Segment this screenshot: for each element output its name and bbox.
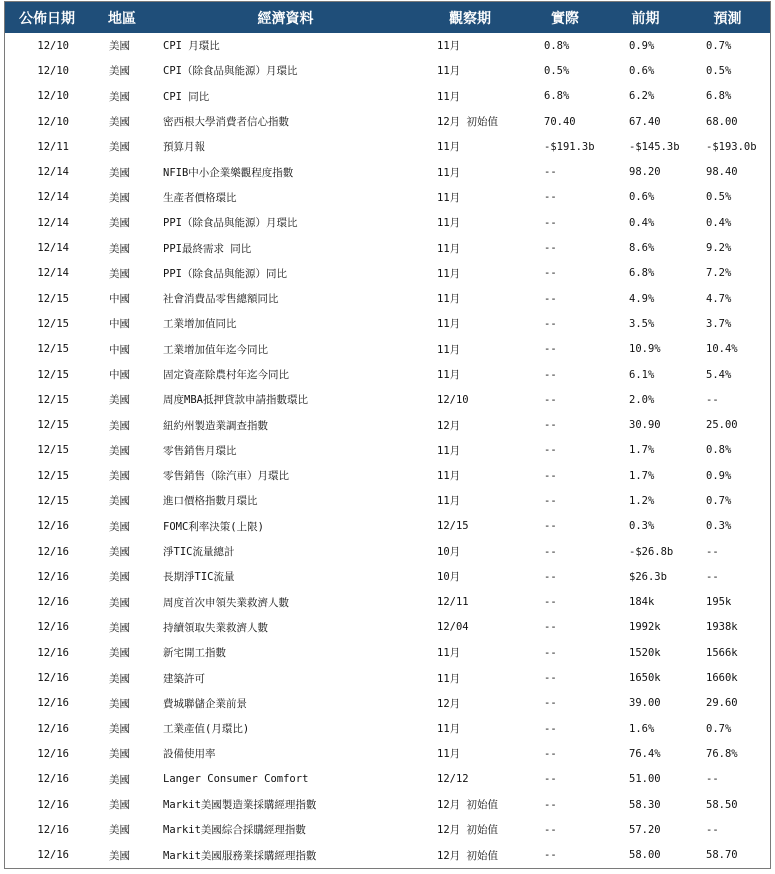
cell-observation-period: 12月 初始值 bbox=[437, 116, 498, 129]
table-row bbox=[5, 539, 770, 564]
cell-actual: -- bbox=[544, 469, 557, 482]
cell-forecast: 0.4% bbox=[706, 216, 732, 229]
cell-previous: 4.9% bbox=[629, 292, 655, 305]
cell-release-date: 12/14 bbox=[37, 267, 69, 280]
cell-actual: -- bbox=[544, 773, 557, 786]
header-actual: 實際 bbox=[551, 10, 579, 27]
cell-region: 美國 bbox=[109, 394, 130, 407]
cell-release-date: 12/16 bbox=[37, 570, 69, 583]
cell-previous: 1.2% bbox=[629, 494, 655, 507]
cell-actual: -- bbox=[544, 849, 557, 862]
cell-previous: 8.6% bbox=[629, 242, 655, 255]
cell-forecast: 0.5% bbox=[706, 191, 732, 204]
cell-observation-period: 11月 bbox=[437, 672, 461, 685]
cell-actual: -- bbox=[544, 672, 557, 685]
cell-release-date: 12/16 bbox=[37, 646, 69, 659]
cell-region: 美國 bbox=[109, 444, 130, 457]
cell-forecast: -- bbox=[706, 823, 719, 836]
cell-observation-period: 11月 bbox=[437, 65, 461, 78]
cell-forecast: 7.2% bbox=[706, 267, 732, 280]
cell-region: 美國 bbox=[109, 495, 130, 508]
cell-forecast: 4.7% bbox=[706, 292, 732, 305]
table-row bbox=[5, 159, 770, 184]
cell-economic-data: 長期淨TIC流量 bbox=[163, 571, 235, 584]
cell-observation-period: 10月 bbox=[437, 571, 461, 584]
cell-region: 美國 bbox=[109, 191, 130, 204]
table-row bbox=[5, 109, 770, 134]
cell-economic-data: CPI 月環比 bbox=[163, 40, 220, 53]
cell-forecast: 1660k bbox=[706, 672, 738, 685]
cell-actual: -- bbox=[544, 166, 557, 179]
cell-actual: -- bbox=[544, 317, 557, 330]
cell-region: 美國 bbox=[109, 571, 130, 584]
cell-region: 美國 bbox=[109, 799, 130, 812]
cell-region: 美國 bbox=[109, 546, 130, 559]
cell-previous: 0.6% bbox=[629, 191, 655, 204]
cell-actual: -- bbox=[544, 798, 557, 811]
cell-release-date: 12/10 bbox=[37, 90, 69, 103]
cell-release-date: 12/16 bbox=[37, 849, 69, 862]
cell-observation-period: 11月 bbox=[437, 318, 461, 331]
cell-release-date: 12/14 bbox=[37, 242, 69, 255]
cell-forecast: -- bbox=[706, 393, 719, 406]
cell-observation-period: 11月 bbox=[437, 470, 461, 483]
cell-forecast: 25.00 bbox=[706, 419, 738, 432]
cell-release-date: 12/16 bbox=[37, 520, 69, 533]
cell-observation-period: 11月 bbox=[437, 293, 461, 306]
cell-economic-data: CPI 同比 bbox=[163, 90, 210, 103]
cell-release-date: 12/15 bbox=[37, 393, 69, 406]
cell-release-date: 12/16 bbox=[37, 722, 69, 735]
cell-region: 美國 bbox=[109, 470, 130, 483]
cell-observation-period: 11月 bbox=[437, 90, 461, 103]
cell-actual: -- bbox=[544, 343, 557, 356]
cell-forecast: 76.8% bbox=[706, 747, 738, 760]
table-row bbox=[5, 590, 770, 615]
cell-release-date: 12/15 bbox=[37, 292, 69, 305]
cell-observation-period: 11月 bbox=[437, 723, 461, 736]
cell-previous: 1.7% bbox=[629, 444, 655, 457]
cell-observation-period: 11月 bbox=[437, 267, 461, 280]
cell-release-date: 12/15 bbox=[37, 444, 69, 457]
cell-previous: $26.3b bbox=[629, 570, 667, 583]
cell-actual: -- bbox=[544, 292, 557, 305]
cell-previous: 76.4% bbox=[629, 747, 661, 760]
cell-region: 美國 bbox=[109, 40, 130, 53]
header-previous: 前期 bbox=[631, 10, 660, 27]
cell-forecast: 0.5% bbox=[706, 64, 732, 77]
cell-economic-data: 建築許可 bbox=[163, 672, 205, 685]
cell-observation-period: 12月 bbox=[437, 419, 461, 432]
cell-observation-period: 11月 bbox=[437, 444, 461, 457]
cell-release-date: 12/15 bbox=[37, 419, 69, 432]
cell-forecast: 1938k bbox=[706, 621, 738, 634]
cell-forecast: 0.8% bbox=[706, 444, 732, 457]
cell-previous: 0.6% bbox=[629, 64, 655, 77]
cell-actual: -$191.3b bbox=[544, 140, 595, 153]
table-row bbox=[5, 716, 770, 741]
cell-previous: 39.00 bbox=[629, 697, 661, 710]
cell-previous: 1992k bbox=[629, 621, 661, 634]
cell-observation-period: 12月 初始值 bbox=[437, 799, 498, 812]
cell-observation-period: 11月 bbox=[437, 495, 461, 508]
cell-previous: 184k bbox=[629, 596, 655, 609]
cell-previous: 57.20 bbox=[629, 823, 661, 836]
cell-actual: -- bbox=[544, 747, 557, 760]
cell-forecast: 1566k bbox=[706, 646, 738, 659]
cell-previous: -$26.8b bbox=[629, 545, 674, 558]
header-row bbox=[5, 2, 770, 33]
cell-actual: -- bbox=[544, 697, 557, 710]
cell-economic-data: 設備使用率 bbox=[163, 748, 216, 761]
cell-actual: -- bbox=[544, 545, 557, 558]
cell-economic-data: 生產者價格環比 bbox=[163, 191, 237, 204]
cell-forecast: 0.7% bbox=[706, 722, 732, 735]
cell-economic-data: Markit美國製造業採購經理指數 bbox=[163, 799, 317, 812]
cell-forecast: 10.4% bbox=[706, 343, 738, 356]
cell-region: 美國 bbox=[109, 166, 130, 179]
table-row bbox=[5, 615, 770, 640]
cell-release-date: 12/16 bbox=[37, 773, 69, 786]
cell-forecast: 6.8% bbox=[706, 90, 732, 103]
cell-region: 美國 bbox=[109, 748, 130, 761]
cell-previous: 6.2% bbox=[629, 90, 655, 103]
table-row bbox=[5, 792, 770, 817]
table-row bbox=[5, 134, 770, 159]
cell-economic-data: Langer Consumer Comfort bbox=[163, 773, 309, 786]
cell-actual: -- bbox=[544, 419, 557, 432]
cell-observation-period: 12月 bbox=[437, 697, 461, 710]
table-row bbox=[5, 438, 770, 463]
cell-release-date: 12/15 bbox=[37, 368, 69, 381]
cell-region: 美國 bbox=[109, 596, 130, 609]
table-row bbox=[5, 640, 770, 665]
header-economic-data: 經濟資料 bbox=[257, 10, 314, 27]
table-row bbox=[5, 387, 770, 412]
cell-observation-period: 11月 bbox=[437, 242, 461, 255]
cell-release-date: 12/16 bbox=[37, 621, 69, 634]
cell-release-date: 12/15 bbox=[37, 494, 69, 507]
cell-observation-period: 11月 bbox=[437, 191, 461, 204]
cell-economic-data: FOMC利率決策(上限) bbox=[163, 520, 264, 533]
cell-economic-data: PPI（除食品與能源）月環比 bbox=[163, 217, 298, 230]
header-forecast: 預測 bbox=[713, 10, 742, 27]
cell-forecast: 5.4% bbox=[706, 368, 732, 381]
cell-economic-data: Markit美國綜合採購經理指數 bbox=[163, 824, 306, 837]
table-row bbox=[5, 337, 770, 362]
cell-release-date: 12/10 bbox=[37, 39, 69, 52]
table-row bbox=[5, 665, 770, 690]
cell-economic-data: 工業產值(月環比) bbox=[163, 723, 250, 736]
cell-economic-data: PPI最終需求 同比 bbox=[163, 242, 252, 255]
cell-actual: 0.5% bbox=[544, 64, 570, 77]
cell-economic-data: 密西根大學消費者信心指數 bbox=[163, 116, 289, 129]
cell-observation-period: 12/04 bbox=[437, 621, 469, 634]
cell-release-date: 12/16 bbox=[37, 596, 69, 609]
cell-previous: 1520k bbox=[629, 646, 661, 659]
cell-previous: 0.9% bbox=[629, 39, 655, 52]
cell-region: 中國 bbox=[109, 318, 130, 331]
cell-forecast: 58.50 bbox=[706, 798, 738, 811]
table-row bbox=[5, 691, 770, 716]
cell-forecast: 0.3% bbox=[706, 520, 732, 533]
cell-forecast: 0.9% bbox=[706, 469, 732, 482]
cell-release-date: 12/10 bbox=[37, 64, 69, 77]
table-row bbox=[5, 362, 770, 387]
cell-observation-period: 10月 bbox=[437, 546, 461, 559]
cell-previous: 67.40 bbox=[629, 115, 661, 128]
cell-actual: -- bbox=[544, 596, 557, 609]
cell-economic-data: 周度MBA抵押貸款申請指數環比 bbox=[163, 394, 308, 407]
table-row bbox=[5, 235, 770, 260]
cell-release-date: 12/16 bbox=[37, 672, 69, 685]
cell-region: 美國 bbox=[109, 824, 130, 837]
cell-previous: 58.30 bbox=[629, 798, 661, 811]
cell-previous: 1650k bbox=[629, 672, 661, 685]
cell-release-date: 12/16 bbox=[37, 823, 69, 836]
cell-release-date: 12/14 bbox=[37, 216, 69, 229]
cell-forecast: 9.2% bbox=[706, 242, 732, 255]
cell-economic-data: 新宅開工指數 bbox=[163, 647, 226, 660]
cell-region: 美國 bbox=[109, 90, 130, 103]
table-row bbox=[5, 488, 770, 513]
table-row bbox=[5, 767, 770, 792]
cell-observation-period: 12月 初始值 bbox=[437, 824, 498, 837]
cell-economic-data: PPI（除食品與能源）同比 bbox=[163, 267, 287, 280]
cell-observation-period: 11月 bbox=[437, 166, 461, 179]
cell-actual: -- bbox=[544, 646, 557, 659]
cell-previous: 6.1% bbox=[629, 368, 655, 381]
cell-release-date: 12/16 bbox=[37, 697, 69, 710]
cell-release-date: 12/11 bbox=[37, 140, 69, 153]
cell-region: 美國 bbox=[109, 849, 130, 862]
cell-actual: -- bbox=[544, 393, 557, 406]
cell-economic-data: 零售銷售月環比 bbox=[163, 444, 237, 457]
cell-release-date: 12/15 bbox=[37, 469, 69, 482]
cell-observation-period: 11月 bbox=[437, 647, 461, 660]
cell-forecast: -- bbox=[706, 570, 719, 583]
cell-release-date: 12/16 bbox=[37, 798, 69, 811]
table-body bbox=[5, 33, 770, 868]
cell-region: 美國 bbox=[109, 267, 130, 280]
cell-region: 美國 bbox=[109, 141, 130, 154]
cell-economic-data: 固定資產除農村年迄今同比 bbox=[163, 369, 289, 381]
table-row bbox=[5, 311, 770, 336]
table-row bbox=[5, 210, 770, 235]
cell-forecast: 68.00 bbox=[706, 115, 738, 128]
cell-actual: 6.8% bbox=[544, 90, 570, 103]
cell-actual: -- bbox=[544, 444, 557, 457]
cell-actual: -- bbox=[544, 242, 557, 255]
cell-observation-period: 11月 bbox=[437, 141, 461, 154]
cell-actual: -- bbox=[544, 267, 557, 280]
cell-actual: -- bbox=[544, 191, 557, 204]
cell-observation-period: 11月 bbox=[437, 343, 461, 356]
cell-region: 美國 bbox=[109, 697, 130, 710]
cell-actual: -- bbox=[544, 368, 557, 381]
cell-release-date: 12/16 bbox=[37, 747, 69, 760]
table-row bbox=[5, 463, 770, 488]
header-region: 地區 bbox=[108, 10, 136, 27]
header-observation-period: 觀察期 bbox=[449, 10, 491, 27]
cell-previous: 3.5% bbox=[629, 317, 655, 330]
cell-observation-period: 11月 bbox=[437, 748, 461, 761]
cell-region: 美國 bbox=[109, 723, 130, 736]
cell-actual: -- bbox=[544, 520, 557, 533]
cell-economic-data: 紐約州製造業調查指數 bbox=[163, 419, 268, 432]
cell-forecast: 98.40 bbox=[706, 166, 738, 179]
cell-region: 美國 bbox=[109, 116, 130, 129]
cell-previous: 2.0% bbox=[629, 393, 655, 406]
table-row bbox=[5, 564, 770, 589]
cell-region: 中國 bbox=[109, 369, 130, 381]
table-row bbox=[5, 412, 770, 437]
cell-observation-period: 11月 bbox=[437, 40, 461, 53]
cell-forecast: 0.7% bbox=[706, 39, 732, 52]
cell-actual: -- bbox=[544, 823, 557, 836]
table-row bbox=[5, 84, 770, 109]
cell-release-date: 12/14 bbox=[37, 191, 69, 204]
cell-economic-data: 持續領取失業救濟人數 bbox=[163, 621, 268, 634]
cell-region: 中國 bbox=[109, 343, 130, 356]
cell-actual: -- bbox=[544, 722, 557, 735]
economic-calendar-table bbox=[4, 1, 771, 869]
cell-region: 美國 bbox=[109, 520, 130, 533]
cell-actual: 70.40 bbox=[544, 115, 576, 128]
cell-previous: 10.9% bbox=[629, 343, 661, 356]
cell-actual: -- bbox=[544, 570, 557, 583]
cell-forecast: 58.70 bbox=[706, 849, 738, 862]
cell-economic-data: 進口價格指數月環比 bbox=[163, 495, 258, 508]
cell-previous: 1.6% bbox=[629, 722, 655, 735]
table-row bbox=[5, 185, 770, 210]
cell-forecast: 3.7% bbox=[706, 317, 732, 330]
cell-economic-data: NFIB中小企業樂觀程度指數 bbox=[163, 166, 294, 179]
cell-region: 美國 bbox=[109, 621, 130, 634]
cell-release-date: 12/14 bbox=[37, 166, 69, 179]
cell-region: 美國 bbox=[109, 773, 130, 786]
cell-previous: 0.4% bbox=[629, 216, 655, 229]
cell-economic-data: 周度首次申領失業救濟人數 bbox=[163, 596, 289, 609]
cell-region: 中國 bbox=[109, 293, 130, 306]
table-row bbox=[5, 741, 770, 766]
cell-forecast: 195k bbox=[706, 596, 732, 609]
cell-forecast: -- bbox=[706, 773, 719, 786]
cell-actual: -- bbox=[544, 216, 557, 229]
cell-observation-period: 12/12 bbox=[437, 773, 469, 786]
cell-economic-data: 費城聯儲企業前景 bbox=[163, 697, 247, 710]
cell-observation-period: 12/15 bbox=[437, 520, 469, 533]
cell-economic-data: Markit美國服務業採購經理指數 bbox=[163, 849, 317, 862]
table-row bbox=[5, 286, 770, 311]
table-row bbox=[5, 817, 770, 842]
cell-region: 美國 bbox=[109, 419, 130, 432]
table-row bbox=[5, 261, 770, 286]
cell-economic-data: 淨TIC流量總計 bbox=[163, 546, 235, 559]
table-row bbox=[5, 58, 770, 83]
cell-economic-data: 工業增加值年迄今同比 bbox=[163, 343, 268, 356]
cell-economic-data: 社會消費品零售總額同比 bbox=[163, 293, 279, 306]
cell-actual: -- bbox=[544, 494, 557, 507]
cell-previous: 6.8% bbox=[629, 267, 655, 280]
cell-previous: 1.7% bbox=[629, 469, 655, 482]
cell-forecast: -$193.0b bbox=[706, 140, 757, 153]
cell-forecast: 29.60 bbox=[706, 697, 738, 710]
header-release-date: 公佈日期 bbox=[19, 10, 75, 27]
cell-release-date: 12/15 bbox=[37, 317, 69, 330]
cell-economic-data: 預算月報 bbox=[163, 141, 205, 154]
cell-economic-data: CPI（除食品與能源）月環比 bbox=[163, 65, 298, 78]
cell-observation-period: 12月 初始值 bbox=[437, 849, 498, 862]
cell-previous: -$145.3b bbox=[629, 140, 680, 153]
cell-region: 美國 bbox=[109, 672, 130, 685]
cell-forecast: 0.7% bbox=[706, 494, 732, 507]
cell-previous: 0.3% bbox=[629, 520, 655, 533]
cell-region: 美國 bbox=[109, 217, 130, 230]
table-row bbox=[5, 33, 770, 58]
cell-region: 美國 bbox=[109, 65, 130, 78]
cell-region: 美國 bbox=[109, 242, 130, 255]
table-row bbox=[5, 843, 770, 868]
table-row bbox=[5, 514, 770, 539]
cell-release-date: 12/16 bbox=[37, 545, 69, 558]
cell-actual: 0.8% bbox=[544, 39, 570, 52]
cell-economic-data: 工業增加值同比 bbox=[163, 318, 237, 331]
calendar-grid bbox=[5, 2, 770, 868]
cell-region: 美國 bbox=[109, 647, 130, 660]
cell-release-date: 12/10 bbox=[37, 115, 69, 128]
cell-observation-period: 12/11 bbox=[437, 596, 469, 609]
cell-actual: -- bbox=[544, 621, 557, 634]
cell-observation-period: 12/10 bbox=[437, 393, 469, 406]
cell-forecast: -- bbox=[706, 545, 719, 558]
cell-observation-period: 11月 bbox=[437, 217, 461, 230]
cell-previous: 98.20 bbox=[629, 166, 661, 179]
cell-previous: 30.90 bbox=[629, 419, 661, 432]
cell-release-date: 12/15 bbox=[37, 343, 69, 356]
cell-observation-period: 11月 bbox=[437, 369, 461, 381]
cell-previous: 58.00 bbox=[629, 849, 661, 862]
cell-previous: 51.00 bbox=[629, 773, 661, 786]
cell-economic-data: 零售銷售（除汽車）月環比 bbox=[163, 470, 289, 483]
